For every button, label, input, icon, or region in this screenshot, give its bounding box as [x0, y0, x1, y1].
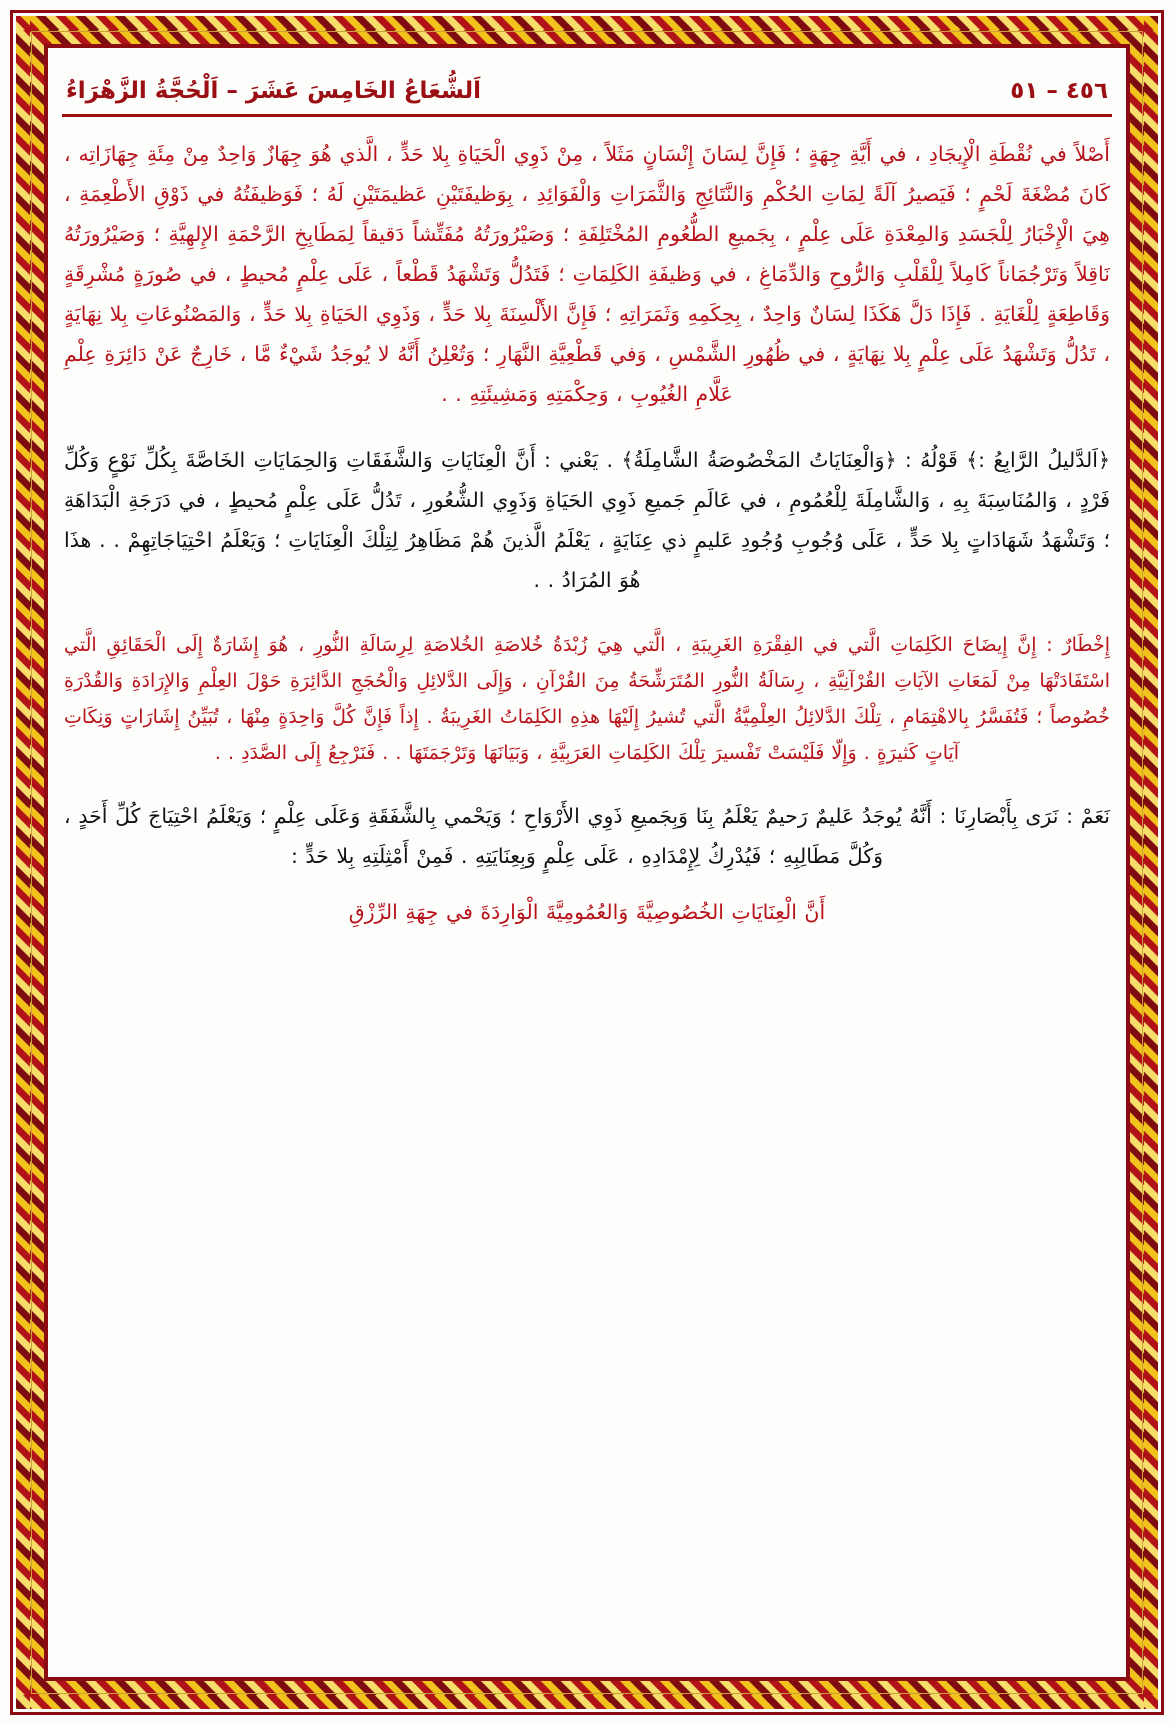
- paragraph-5: أَنَّ الْعِنَايَاتِ الخُصُوصِيَّةَ وَالعُمُومِيَّةَ الْوَارِدَةَ في جِهَةِ الرِّزْقِ: [348, 899, 826, 924]
- paragraph-1: أَصْلاً في نُقْطَةِ الْإِيجَادِ ، في أَيَّةِ جِهَةٍ ؛ فَإِنَّ لِسَانَ إِنْسَانٍ مَثَلاً ، مِنْ ذَوِي الْحَيَاةِ بِلا حَدٍّ ، الَّذي هُوَ جِهَازٌ وَاحِدٌ مِنْ مِئَةِ جِهَازَاتِه ، كَانَ مُضْغَةَ لَحْمٍ ؛ فَيَصيرُ آلَةً لِمَاتِ الحُكْمِ وَالنَّتَائِجِ وَالثَّمَرَاتِ وَالْفَوَائِدِ ، بِوَظيفَتَيْنِ عَظيمَتَيْنِ لَهُ ؛ فَوَظيفَتُهُ في ذَوْقِ الأَطْعِمَةِ ، هِيَ الْإِخْبَارُ لِلْجَسَدِ وَالمِعْدَةِ عَلَى عِلْمٍ ، بِجَميعِ الطُّعُومِ المُخْتَلِفَةِ ؛ وَصَيْرُورَتُهُ مُفَتِّشاً دَقيقاً لِمَطَابِخِ الرَّحْمَةِ الإِلهِيَّةِ ؛ وَصَيْرُورَتُهُ نَاقِلاً وَتَرْجُمَاناً كَامِلاً لِلْقَلْبِ وَالرُّوحِ وَالدِّمَاغِ ، في وَظيفَةِ الكَلِمَاتِ ؛ فَتَدُلُّ وَتَشْهَدُ قَطْعاً ، عَلَى عِلْمٍ مُحيطٍ ، في صُورَةٍ مُشْرِقَةٍ وَقَاطِعَةٍ لِلْغَايَةِ . فَإِذَا دَلَّ هَكَذَا لِسَانٌ وَاحِدٌ ، بِحِكَمِهِ وَثَمَرَاتِهِ ؛ فَإِنَّ الأَلْسِنَةَ بِلا حَدٍّ ، وَذَوِي الحَيَاةِ بِلا حَدٍّ ، وَالمَصْنُوعَاتِ بِلا نِهَايَةٍ ، تَدُلُّ وَتَشْهَدُ عَلَى عِلْمٍ بِلا نِهَايَةٍ ، في ظُهُورِ الشَّمْسِ ، وَفي قَطْعِيَّةِ النَّهَارِ ؛ وَتُعْلِنُ أَنَّهُ لا يُوجَدُ شَيْءٌ مَّا ، خَارِجٌ عَنْ دَائِرَةِ عِلْمِ عَلَّامِ الغُيُوبِ ، وَحِكْمَتِهِ وَمَشِيئَتِهِ . .: [64, 142, 1110, 406]
- page-number: ٤٥٦ – ٥١: [1010, 78, 1108, 104]
- body-text: [58, 135, 1116, 933]
- header-divider: [62, 114, 1112, 117]
- paragraph-2: ﴿اَلدَّليلُ الرَّابِعُ :﴾ قَوْلُهُ : ﴿وَالْعِنَايَاتُ المَخْصُوصَةُ الشَّامِلَةُ﴾ . يَعْني : أَنَّ الْعِنَايَاتِ وَالشَّفَقَاتِ وَالحِمَايَاتِ الخَاصَّةَ بِكُلِّ نَوْعٍ وَكُلِّ فَرْدٍ ، وَالمُنَاسِبَةَ بِهِ ، وَالشَّامِلَةَ لِلْعُمُومِ ، في عَالَمِ جَميعِ ذَوِي الحَيَاةِ وَذَوِي الشُّعُورِ ، تَدُلُّ عَلَى عِلْمٍ مُحيطٍ ، في دَرَجَةِ الْبَدَاهَةِ ؛ وَتَشْهَدُ شَهَادَاتٍ بِلا حَدٍّ ، عَلَى وُجُوبِ وُجُودِ عَليمٍ ذي عِنَايَةٍ ، يَعْلَمُ الَّذينَ هُمْ مَظَاهِرُ لِتِلْكَ الْعِنَايَاتِ ؛ وَيَعْلَمُ احْتِيَاجَاتِهِمْ . . هذَا هُوَ المُرَادُ . .: [64, 447, 1110, 592]
- paragraph-3: إِخْطَارٌ : إِنَّ إِيضَاحَ الكَلِمَاتِ الَّتي في الفِقْرَةِ الغَرِيبَةِ ، الَّتي هِيَ زُبْدَةُ خُلاصَةِ الخُلاصَةِ لِرِسَالَةِ النُّورِ ، هُوَ إِشَارَةٌ إِلَى الْحَقَائِقِ الَّتي اسْتَفَادَتْهَا مِنْ لَمَعَاتِ الآيَاتِ القُرْآنِيَّةِ ، رِسَالَةُ النُّورِ المُتَرَشِّحَةُ مِنَ القُرْآنِ ، وَإِلَى الدَّلائِلِ وَالْحُجَجِ الدَّائِرَةِ حَوْلَ العِلْمِ وَالإِرَادَةِ وَالقُدْرَةِ خُصُوصاً ؛ فَتُفَسَّرُ بِالاهْتِمَامِ ، تِلْكَ الدَّلائِلُ العِلْمِيَّةُ الَّتي تُشيرُ إِلَيْهَا هذِهِ الكَلِمَاتُ الغَرِيبَةُ . إِذاً فَإِنَّ كُلَّ وَاحِدَةٍ مِنْهَا ، تُبَيِّنُ إِشَارَاتٍ وَنِكَاتِ آيَاتٍ كَثيرَةٍ . وَإِلّا فَلَيْسَتْ تَفْسيرَ تِلْكَ الكَلِمَاتِ العَرَبِيَّةِ ، وَبَيَانَهَا وَتَرْجَمَتَهَا . . فَنَرْجِعُ إِلَى الصَّدَدِ . .: [64, 633, 1110, 764]
- page-content: [58, 60, 1116, 1667]
- page-header: [58, 60, 1116, 104]
- paragraph-4: نَعَمْ : نَرَى بِأَبْصَارِنَا : أَنَّهُ يُوجَدُ عَليمٌ رَحيمٌ يَعْلَمُ بِنَا وَبِجَميعِ ذَوِي الأَرْوَاحِ ؛ وَيَحْمي بِالشَّفَقَةِ وَعَلَى عِلْمٍ ؛ وَيَعْلَمُ احْتِيَاجَ كُلِّ أَحَدٍ ، وَكُلَّ مَطَالِبِهِ ؛ فَيُدْرِكُ لِإِمْدَادِهِ ، عَلَى عِلْمٍ وَبِعِنَايَتِهِ . فَمِنْ أَمْثِلَتِهِ بِلا حَدٍّ :: [64, 804, 1110, 868]
- chapter-title: اَلشُّعَاعُ الخَامِسَ عَشَرَ – اَلْحُجَّةُ الزَّهْرَاءُ: [66, 78, 482, 104]
